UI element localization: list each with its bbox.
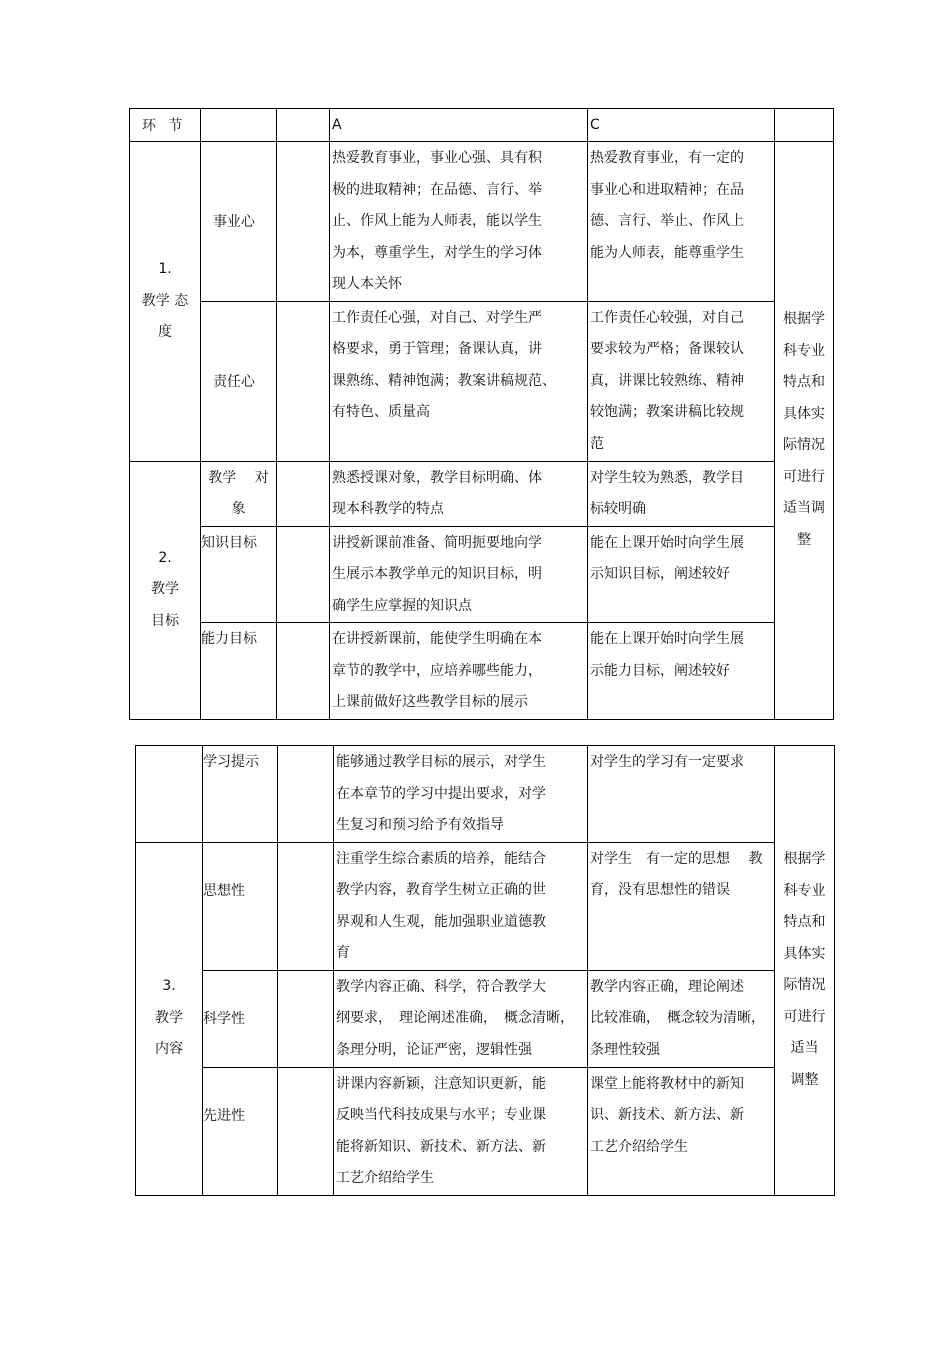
evaluation-table-2	[135, 745, 835, 1196]
criteria-a: 工作责任心强，对自己、对学生严 格要求，勇于管理；备课认真，讲 课熟练、精神饱满；教案讲稿规范、 有特色、质量高	[332, 309, 556, 420]
empty-cell	[277, 142, 330, 302]
criteria-c: 能在上课开始时向学生展 示能力目标，阐述较好	[590, 631, 744, 679]
item-teaching-target: 教学 对 象	[208, 469, 269, 517]
section-label-attitude: 1. 教学 态 度	[130, 142, 201, 462]
item-scientific: 科学性	[203, 1010, 245, 1027]
header-grade-c: C	[588, 109, 775, 142]
criteria-a: 讲课内容新颖，注意知识更新，能 反映当代科技成果与水平；专业课 能将新知识、新技术、新方法、新 工艺介绍给学生	[336, 1075, 546, 1186]
empty-cell	[278, 970, 334, 1067]
criteria-c: 热爱教育事业，有一定的 事业心和进取精神；在品 德、言行、举止、作风上 能为人师表，能尊重学生	[590, 150, 744, 261]
criteria-a: 热爱教育事业，事业心强、具有积 极的进取精神；在品德、言行、举 止、作风上能为人师表，能以学生 为本，尊重学生，对学生的学习体 现人本关怀	[332, 150, 542, 292]
criteria-c: 对学生较为熟悉，教学目 标较明确	[590, 469, 744, 517]
criteria-a: 注重学生综合素质的培养，能结合 教学内容，教育学生树立正确的世 界观和人生观，能加强职业道德教 育	[336, 850, 546, 961]
adjustment-note: 根据学 科专业 特点和 具体实 际情况 可进行 适当 调整	[775, 746, 835, 1196]
table-row	[136, 842, 835, 970]
table-row	[130, 461, 834, 526]
criteria-a: 熟悉授课对象，教学目标明确、体 现本科教学的特点	[332, 469, 542, 517]
header-grade-a: A	[330, 109, 588, 142]
empty-cell	[278, 842, 334, 970]
item-responsibility: 责任心	[201, 301, 277, 461]
table-row	[136, 746, 835, 843]
table-row	[130, 623, 834, 720]
section-label-content: 3. 教学 内容	[136, 842, 203, 1195]
criteria-c: 对学生 有一定的思想 教 育，没有思想性的错误	[590, 850, 763, 898]
item-advanced: 先进性	[203, 1107, 245, 1124]
header-link: 环 节	[130, 109, 201, 142]
criteria-c: 教学内容正确，理论阐述 比较准确， 概念较为清晰， 条理性较强	[590, 978, 765, 1058]
item-ideological: 思想性	[203, 882, 245, 899]
header-empty-3	[775, 109, 834, 142]
section-label-objectives: 2. 教学 目标	[130, 461, 201, 719]
table-row	[136, 970, 835, 1067]
item-ability-goal: 能力目标	[201, 631, 257, 647]
empty-cell	[277, 461, 330, 526]
empty-cell	[277, 623, 330, 720]
criteria-c: 对学生的学习有一定要求	[590, 754, 744, 770]
table-row	[130, 526, 834, 623]
table-row	[130, 301, 834, 461]
evaluation-table-1	[129, 108, 834, 720]
criteria-a: 教学内容正确、科学，符合教学大 纲要求， 理论阐述准确， 概念清晰， 条理分明，论证严密，逻辑性强	[336, 978, 574, 1058]
item-knowledge-goal: 知识目标	[201, 534, 257, 551]
item-learning-hint: 学习提示	[203, 754, 259, 770]
header-empty-2	[277, 109, 330, 142]
criteria-a: 讲授新课前准备、简明扼要地向学 生展示本教学单元的知识目标，明 确学生应掌握的知识点	[332, 534, 542, 614]
criteria-c: 课堂上能将教材中的新知 识、新技术、新方法、新 工艺介绍给学生	[590, 1075, 744, 1155]
criteria-a: 在讲授新课前，能使学生明确在本 章节的教学中，应培养哪些能力， 上课前做好这些教学目标的展示	[332, 631, 542, 710]
empty-section-cell	[136, 746, 203, 843]
criteria-c: 工作责任心较强，对自己 要求较为严格；备课较认 真，讲课比较熟练、精神 较饱满；教案讲稿比较规 范	[590, 309, 744, 452]
criteria-a: 能够通过教学目标的展示，对学生 在本章节的学习中提出要求，对学 生复习和预习给予有效指导	[336, 754, 546, 833]
criteria-c: 能在上课开始时向学生展 示知识目标，阐述较好	[590, 534, 744, 582]
header-empty-1	[201, 109, 277, 142]
header-row	[130, 109, 834, 142]
empty-cell	[277, 526, 330, 623]
adjustment-note: 根据学 科专业 特点和 具体实 际情况 可进行 适当调 整	[775, 142, 834, 720]
empty-cell	[277, 301, 330, 461]
table-row	[130, 142, 834, 302]
empty-cell	[278, 1067, 334, 1195]
empty-cell	[278, 746, 334, 843]
item-dedication: 事业心	[201, 142, 277, 302]
table-row	[136, 1067, 835, 1195]
